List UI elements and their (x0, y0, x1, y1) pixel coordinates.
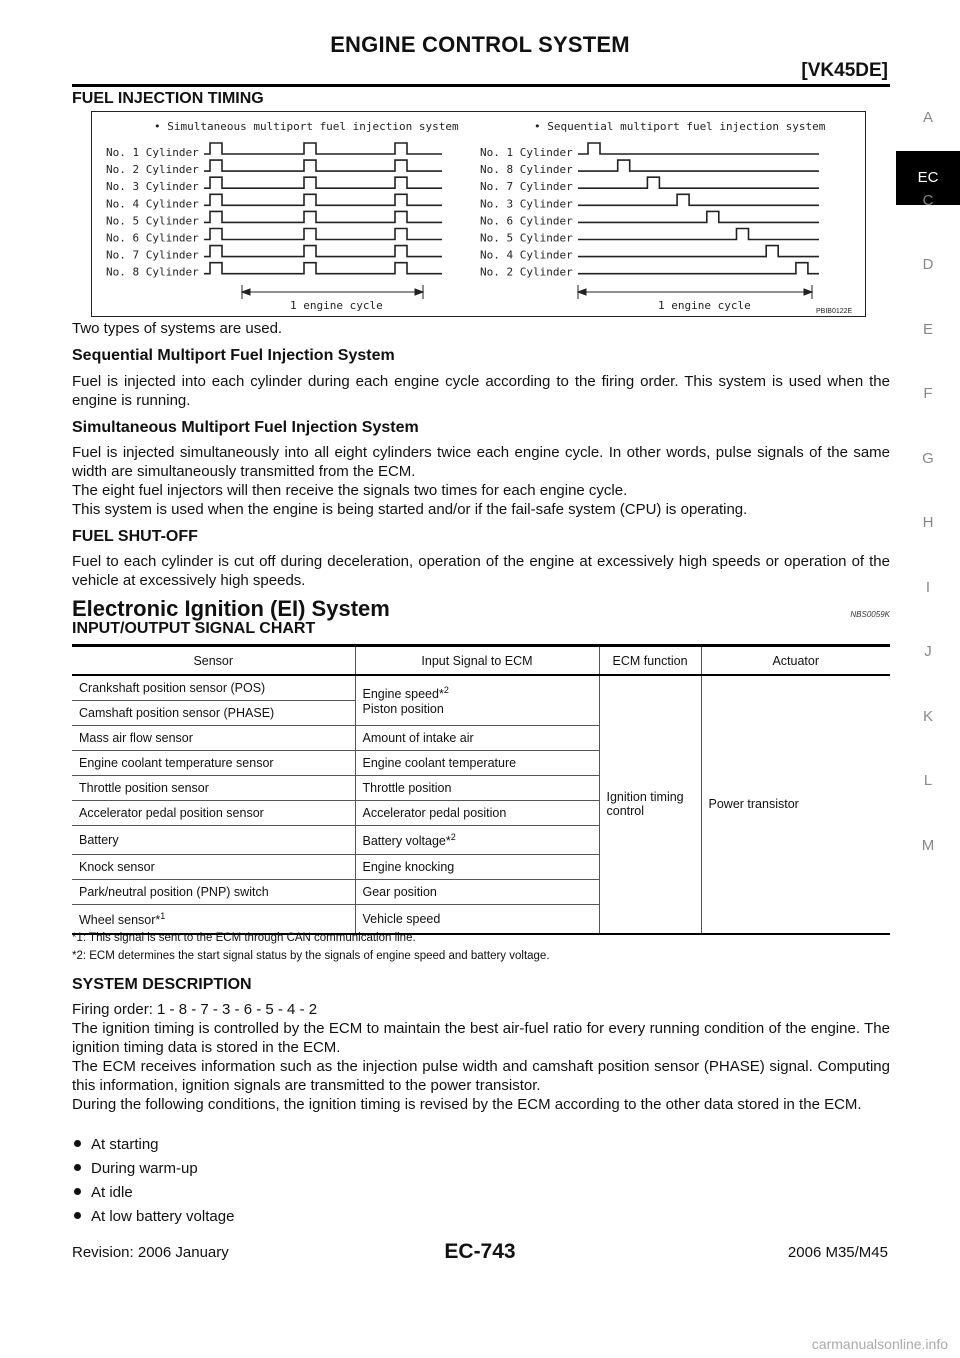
right-pulse-trace (578, 177, 819, 188)
tab-l[interactable]: L (923, 772, 933, 789)
tab-d[interactable]: D (922, 256, 934, 273)
fuel-shutoff-heading: FUEL SHUT-OFF (72, 528, 198, 545)
tab-c[interactable]: C (922, 191, 934, 209)
signal-cell: Engine knocking (355, 855, 599, 880)
left-cylinder-label: No. 2 Cylinder (106, 163, 199, 177)
sensor-cell: Battery (72, 826, 355, 855)
left-cylinder-label: No. 3 Cylinder (106, 180, 199, 194)
signal-chart-heading: INPUT/OUTPUT SIGNAL CHART (72, 620, 316, 637)
page-title: ENGINE CONTROL SYSTEM (330, 32, 630, 57)
footnote-1: *1: This signal is sent to the ECM through CAN communication line. (72, 932, 416, 944)
left-cylinder-label: No. 1 Cylinder (106, 146, 199, 159)
tab-m[interactable]: M (921, 836, 935, 854)
left-cycle-marker (242, 285, 423, 299)
model-name: 2006 M35/M45 (787, 1244, 888, 1261)
right-cylinder-label: No. 8 Cylinder (480, 163, 573, 177)
signal-cell: Amount of intake air (355, 726, 599, 751)
sensor-cell: Camshaft position sensor (PHASE) (72, 701, 355, 726)
bullet-icon (74, 1212, 81, 1219)
footnote-2: *2: ECM determines the start signal status by the signals of engine speed and battery voltage. (72, 950, 550, 962)
left-pulse-trace (204, 177, 442, 188)
signal-cell: Accelerator pedal position (355, 801, 599, 826)
table-row (72, 675, 890, 701)
signal-cell: Engine speed*$^2$ Piston position (355, 675, 599, 726)
sensor-cell: Throttle position sensor (72, 776, 355, 801)
col-header-input: Input Signal to ECM (355, 646, 599, 676)
table-header-row (72, 646, 890, 676)
simultaneous-text-1: Fuel is injected simultaneously into all eight cylinders twice each engine cycle. In other words, pulse signals of the same width are simultaneously transmitted from the ECM. (72, 444, 890, 480)
page-number: EC-743 (444, 1240, 516, 1263)
left-pulse-trace (204, 211, 442, 222)
section-reference: NBS0059K (850, 610, 890, 619)
list-item: At idle (72, 1184, 234, 1208)
right-pulse-trace (578, 143, 819, 154)
actuator-cell: Power transistor (701, 675, 890, 934)
signal-cell: Gear position (355, 880, 599, 905)
tab-g[interactable]: G (922, 449, 934, 467)
list-item: At low battery voltage (72, 1208, 234, 1232)
list-item: During warm-up (72, 1160, 234, 1184)
right-pulse-trace (578, 263, 819, 274)
description-p1: The ignition timing is controlled by the ECM to maintain the best air-fuel ratio for every running condition of the engine. The ignition timing data is stored in the ECM. (72, 1020, 890, 1056)
right-pulse-trace (578, 194, 819, 205)
signal-cell: Throttle position (355, 776, 599, 801)
bullet-icon (74, 1188, 81, 1195)
right-cylinder-label: No. 2 Cylinder (480, 265, 573, 279)
left-cycle-label: 1 engine cycle (290, 299, 383, 312)
tab-h[interactable]: H (922, 514, 934, 531)
engine-code: [VK45DE] (801, 60, 888, 81)
right-cycle-label: 1 engine cycle (658, 299, 751, 312)
col-header-actuator: Actuator (701, 646, 890, 676)
sensor-cell: Engine coolant temperature sensor (72, 751, 355, 776)
sensor-cell: Wheel sensor*$^1$ (72, 905, 355, 934)
sensor-cell: Knock sensor (72, 855, 355, 880)
right-pulse-trace (578, 160, 819, 171)
tab-k[interactable]: K (922, 707, 933, 725)
right-pulse-trace (578, 211, 819, 222)
simultaneous-text-3: This system is used when the engine is being started and/or if the fail-safe system (CPU) is operating. (72, 501, 748, 518)
sequential-text: Fuel is injected into each cylinder during each engine cycle according to the firing order. This system is used when the engine is running. (72, 373, 890, 409)
left-cylinder-label: No. 7 Cylinder (106, 248, 199, 262)
timing-diagram (92, 112, 864, 315)
left-cylinder-label: No. 4 Cylinder (106, 197, 199, 211)
right-cylinder-label: No. 6 Cylinder (480, 214, 573, 228)
watermark: carmanualsonline.info (811, 1336, 948, 1352)
bullet-icon (74, 1164, 81, 1171)
right-pulse-trace (578, 229, 819, 240)
right-figure-title: • Sequential multiport fuel injection system (534, 120, 826, 133)
list-item: At starting (72, 1136, 234, 1160)
left-cylinder-label: No. 6 Cylinder (106, 231, 199, 245)
bullet-icon (74, 1140, 81, 1147)
right-cylinder-label: No. 7 Cylinder (480, 180, 573, 194)
tab-e[interactable]: E (922, 320, 933, 338)
sensor-cell: Crankshaft position sensor (POS) (72, 675, 355, 701)
simultaneous-heading: Simultaneous Multiport Fuel Injection System (72, 419, 419, 436)
right-cylinder-label: No. 1 Cylinder (480, 146, 573, 159)
fuel-shutoff-text: Fuel to each cylinder is cut off during deceleration, operation of the engine at excessively high speeds or operation of the vehicle at excessively high speeds. (72, 553, 890, 589)
tab-f[interactable]: F (923, 385, 933, 402)
figure-id: PBIB0122E (816, 308, 853, 315)
sequential-heading: Sequential Multiport Fuel Injection System (72, 347, 395, 364)
io-signal-table (72, 644, 890, 935)
system-description-heading: SYSTEM DESCRIPTION (72, 976, 252, 993)
left-cylinder-label: No. 5 Cylinder (106, 214, 199, 228)
right-cylinder-label: No. 3 Cylinder (480, 197, 573, 211)
right-cycle-marker (578, 285, 812, 299)
fuel-injection-timing-heading: FUEL INJECTION TIMING (72, 90, 264, 107)
systems-intro: Two types of systems are used. (72, 320, 283, 337)
right-pulse-trace (578, 246, 819, 257)
left-figure-title: • Simultaneous multiport fuel injection system (154, 120, 459, 133)
header-rule (72, 84, 890, 87)
tab-j[interactable]: J (924, 643, 932, 660)
signal-cell: Engine coolant temperature (355, 751, 599, 776)
injection-timing-figure (91, 111, 866, 317)
left-pulse-trace (204, 143, 442, 154)
revision-date: Revision: 2006 January (72, 1244, 229, 1261)
col-header-ecm: ECM function (599, 646, 701, 676)
section-tabs (896, 104, 960, 896)
left-cylinder-label: No. 8 Cylinder (106, 265, 199, 279)
left-pulse-trace (204, 263, 442, 274)
left-pulse-trace (204, 229, 442, 240)
sensor-cell: Park/neutral position (PNP) switch (72, 880, 355, 905)
tab-i[interactable]: I (925, 578, 931, 596)
right-cylinder-label: No. 4 Cylinder (480, 248, 573, 262)
description-p2: The ECM receives information such as the injection pulse width and camshaft position sensor (PHASE) signal. Computing this information, ignition signals are transmitted to the power transistor. (72, 1058, 890, 1094)
col-header-sensor: Sensor (72, 646, 355, 676)
sensor-cell: Mass air flow sensor (72, 726, 355, 751)
tab-ec[interactable]: EC (896, 151, 960, 205)
condition-list (72, 1136, 234, 1232)
sensor-cell: Accelerator pedal position sensor (72, 801, 355, 826)
tab-a[interactable]: A (922, 109, 933, 126)
signal-cell: Vehicle speed (355, 905, 599, 934)
left-pulse-trace (204, 160, 442, 171)
firing-order: Firing order: 1 - 8 - 7 - 3 - 6 - 5 - 4 - 2 (72, 1001, 318, 1018)
right-cylinder-label: No. 5 Cylinder (480, 231, 573, 245)
ei-system-heading: Electronic Ignition (EI) System (72, 596, 390, 621)
description-p3: During the following conditions, the ignition timing is revised by the ECM according to the other data stored in the ECM. (72, 1096, 862, 1113)
simultaneous-text-2: The eight fuel injectors will then receive the signals two times for each engine cycle. (72, 482, 628, 499)
ecm-function-cell: Ignition timing control (599, 675, 701, 934)
left-pulse-trace (204, 194, 442, 205)
signal-cell: Battery voltage*$^2$ (355, 826, 599, 855)
left-pulse-trace (204, 246, 442, 257)
